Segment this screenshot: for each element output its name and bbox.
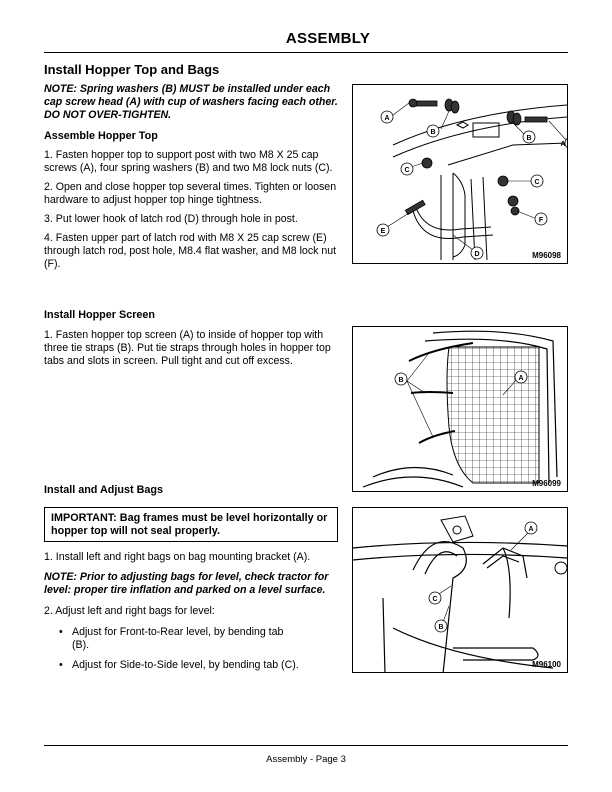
callout-a: A [518, 375, 524, 382]
callout-b: B [398, 377, 404, 384]
callout-d: D [474, 251, 480, 258]
section-heading: Install Hopper Top and Bags [44, 62, 220, 77]
bullet-item [44, 626, 344, 652]
bags-step-2: 2. Adjust left and right bags for level: [44, 605, 215, 617]
figure-code: M96100 [532, 660, 561, 669]
bullet-text: Adjust for Front-to-Rear level, by bending tab (B). [72, 626, 284, 651]
callout-b: B [438, 624, 444, 631]
page-title: ASSEMBLY [285, 30, 371, 47]
figure-code: M96098 [532, 251, 561, 260]
bullet-item [44, 659, 344, 672]
section-bags-heading-wrap [44, 484, 344, 497]
callout-a2: A [560, 141, 566, 148]
callout-b2: B [526, 135, 532, 142]
callout-e: E [380, 228, 386, 235]
hopper-step-4: 4. Fasten upper part of latch rod with M8 X 25 cap screw (E) through latch rod, post hole, M8.4 flat washer, and M8 lock nut (F). [44, 232, 337, 270]
page-footer: Assembly - Page 3 [266, 754, 346, 765]
hopper-step-1: 1. Fasten hopper top to support post with two M8 X 25 cap screws (A), four spring washers (B) and two M8 lock nuts (C). [44, 149, 333, 174]
figure-code: M96099 [532, 479, 561, 488]
important-box: IMPORTANT: Bag frames must be level horizontally or hopper top will not seal properly. [44, 507, 338, 542]
callout-c: C [432, 596, 438, 603]
assemble-hopper-top-heading: Assemble Hopper Top [44, 130, 158, 142]
figure-bag-adjustment [352, 507, 568, 673]
callout-a1: A [384, 115, 390, 122]
hopper-step-2: 2. Open and close hopper top several times. Tighten or loosen hardware to adjust hopper top hinge tightness. [44, 181, 337, 206]
bullet-icon: • [59, 659, 63, 671]
callout-f: F [538, 217, 544, 224]
figure-hopper-top-assembly [352, 84, 568, 264]
bag-bracket-illustration [353, 508, 568, 673]
hopper-top-illustration [353, 85, 568, 264]
spring-washer-note: NOTE: Spring washers (B) MUST be installed under each cap screw head (A) with cup of washers facing each other. DO NOT OVER-TIGHTEN. [44, 83, 338, 121]
hopper-step-3: 3. Put lower hook of latch rod (D) through hole in post. [44, 213, 298, 225]
install-hopper-screen-heading: Install Hopper Screen [44, 309, 156, 321]
callout-c2: C [534, 179, 540, 186]
callout-c1: C [404, 167, 410, 174]
screen-step-1: 1. Fasten hopper top screen (A) to inside of hopper top with three tie straps (B). Put tie straps through holes in hopper top tabs and slots in screen. Pull tight and cut off excess. [44, 329, 331, 367]
section-hopper-top [44, 62, 344, 271]
bullet-icon: • [59, 626, 63, 638]
callout-a: A [528, 526, 534, 533]
figure-hopper-screen [352, 326, 568, 492]
section-bags [44, 551, 344, 672]
callout-b1: B [430, 129, 436, 136]
hopper-screen-illustration [353, 327, 568, 492]
section-hopper-screen [44, 309, 344, 368]
install-adjust-bags-heading: Install and Adjust Bags [44, 484, 163, 496]
title-divider [44, 52, 568, 53]
bags-step-1: 1. Install left and right bags on bag mounting bracket (A). [44, 551, 311, 563]
level-note: NOTE: Prior to adjusting bags for level, check tractor for level: proper tire inflation and parked on a level surface. [44, 571, 329, 596]
footer-divider [44, 745, 568, 746]
bullet-text: Adjust for Side-to-Side level, by bending tab (C). [72, 659, 299, 671]
